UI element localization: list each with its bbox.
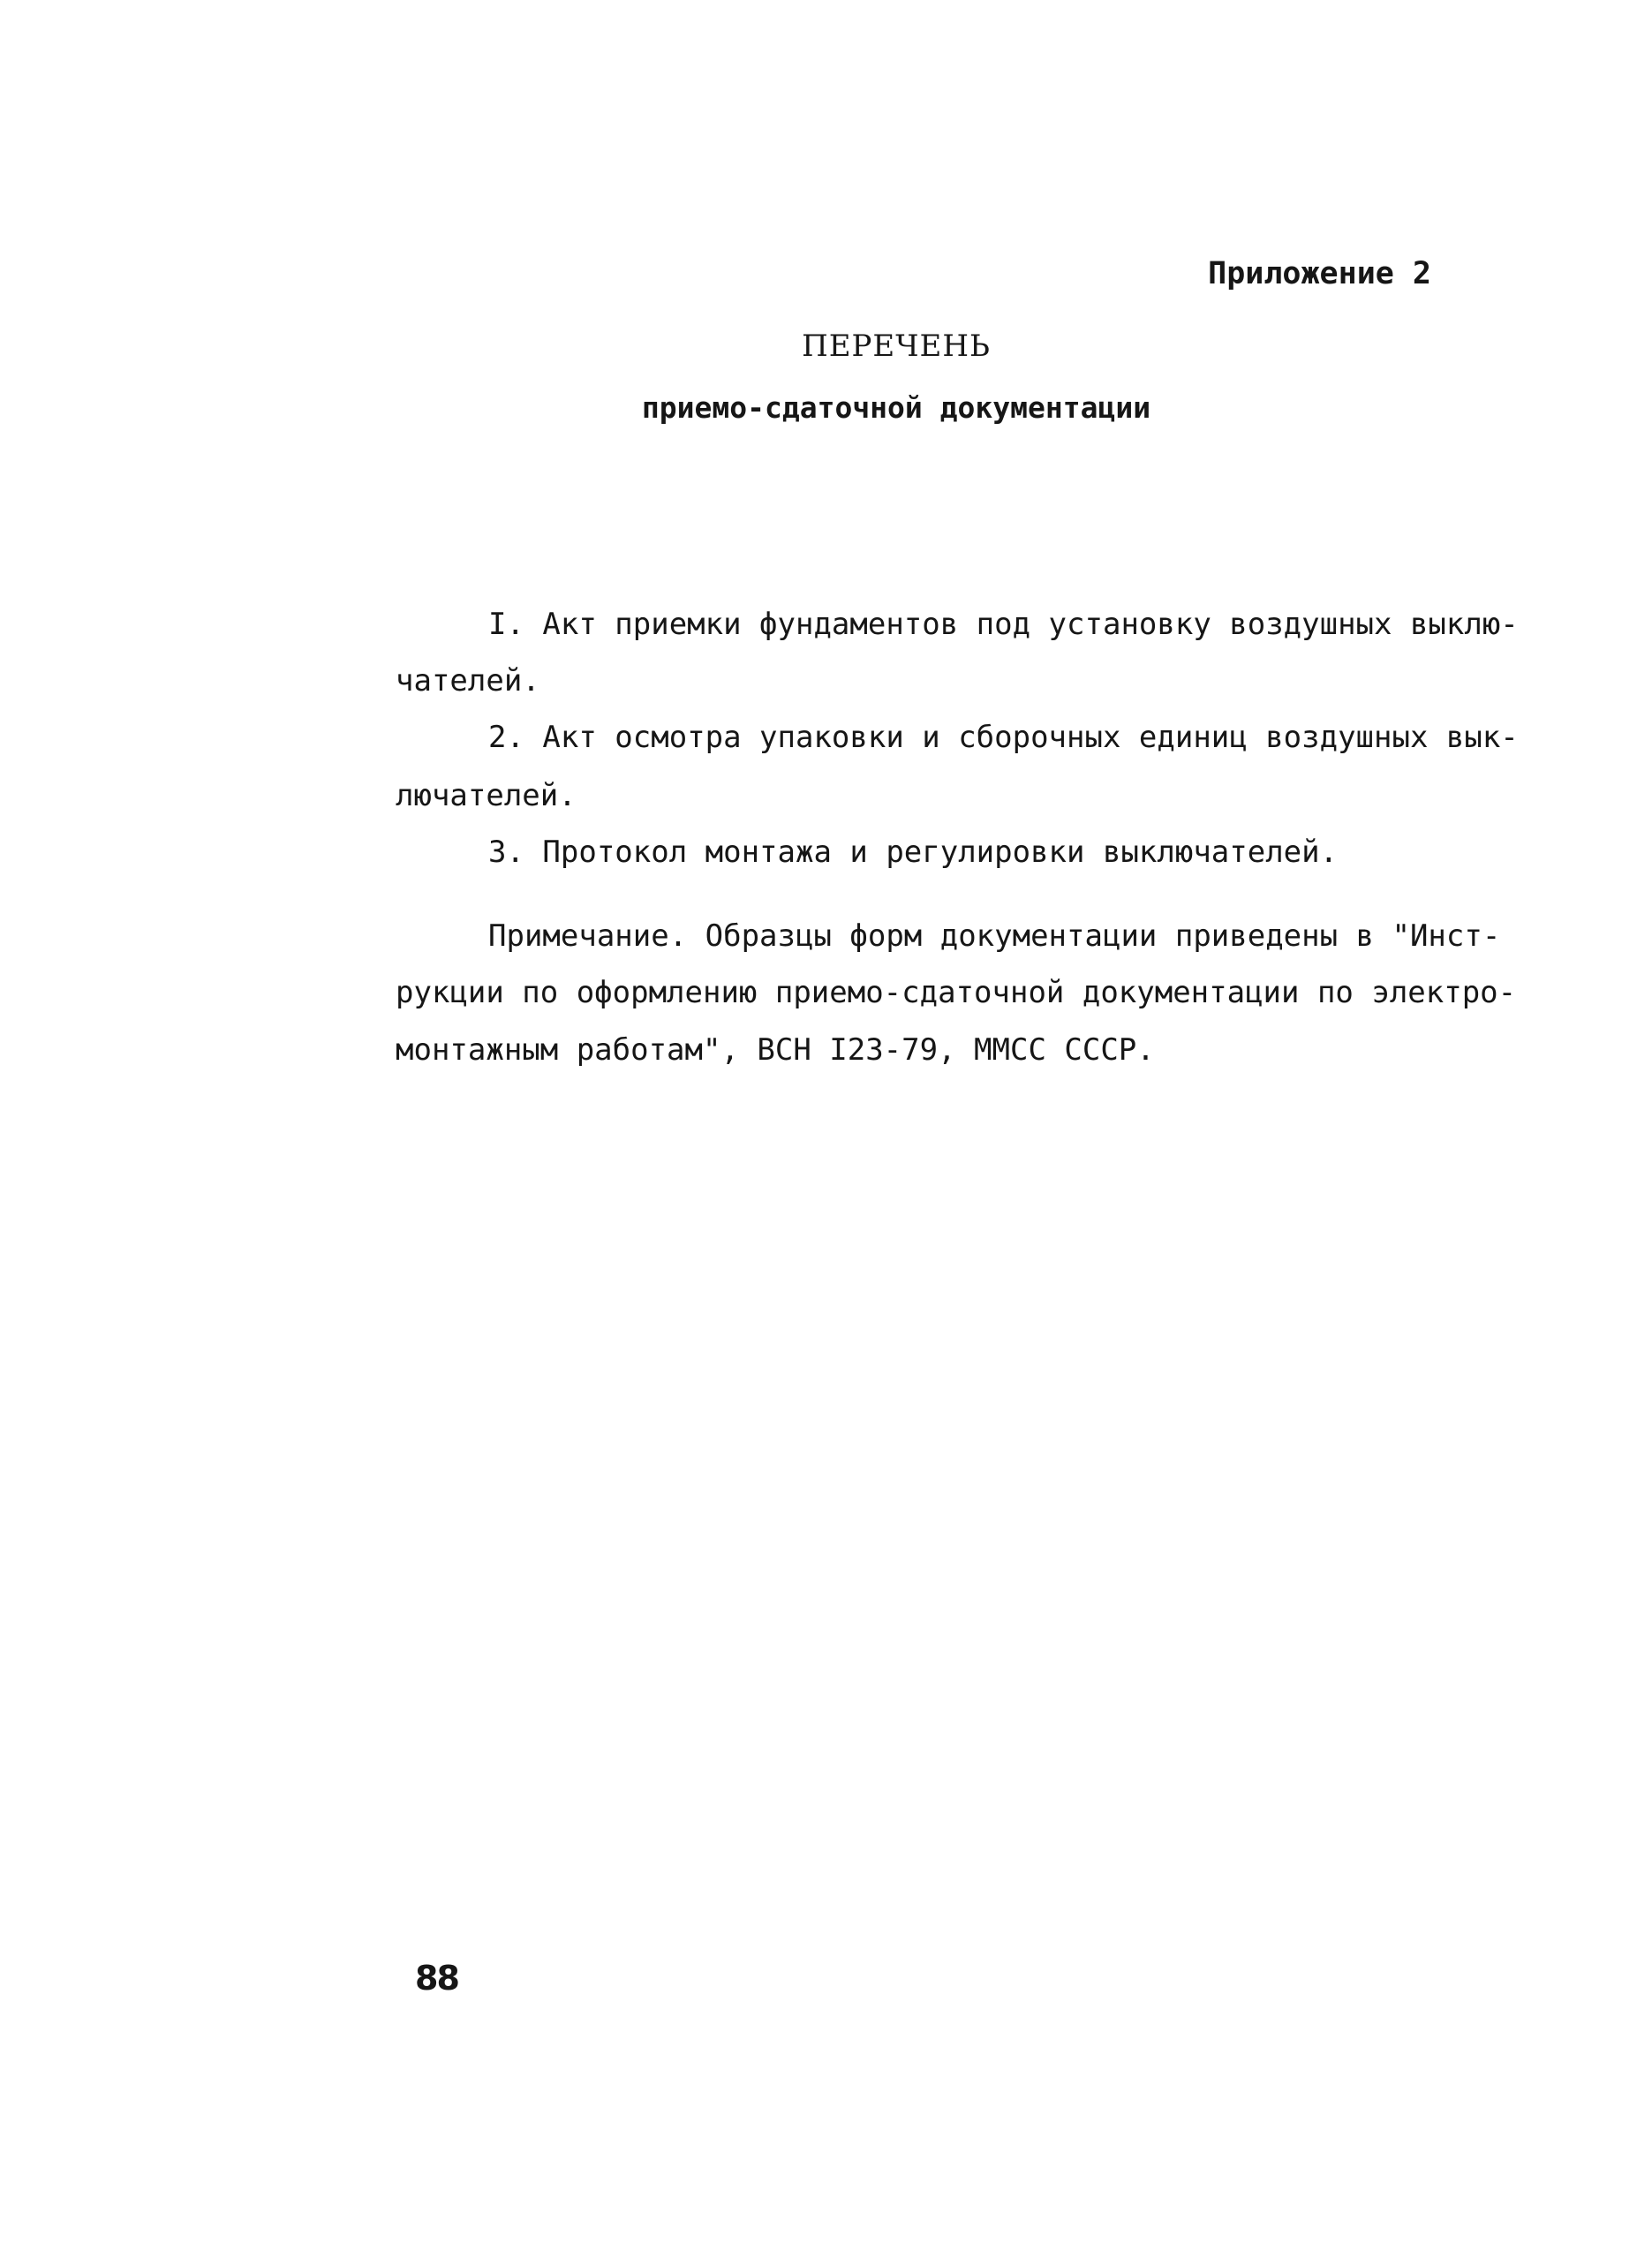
list-item-1-line-1: I. Акт приемки фундаментов под установку воздушных выклю- <box>488 607 1519 642</box>
list-item-1-line-2: чателей. <box>396 663 540 699</box>
list-item-2-line-1: 2. Акт осмотра упаковки и сборочных единиц воздушных вык- <box>488 720 1519 755</box>
list-item-2-line-2: лючателей. <box>396 778 577 813</box>
appendix-label: Приложение 2 <box>1208 256 1431 291</box>
note-line-1: Примечание. Образцы форм документации приведены в "Инст- <box>488 918 1501 954</box>
page-number: 88 <box>415 1959 458 1998</box>
document-subtitle: приемо-сдаточной документации <box>641 390 1151 425</box>
list-item-3-line-1: 3. Протокол монтажа и регулировки выключателей. <box>488 835 1339 870</box>
note-line-3: монтажным работам", ВСН I23-79, ММСС СССР. <box>396 1032 1155 1068</box>
document-title: ПЕРЕЧЕНЬ <box>802 329 991 364</box>
note-line-2: рукции по оформлению приемо-сдаточной документации по электро- <box>396 975 1517 1010</box>
